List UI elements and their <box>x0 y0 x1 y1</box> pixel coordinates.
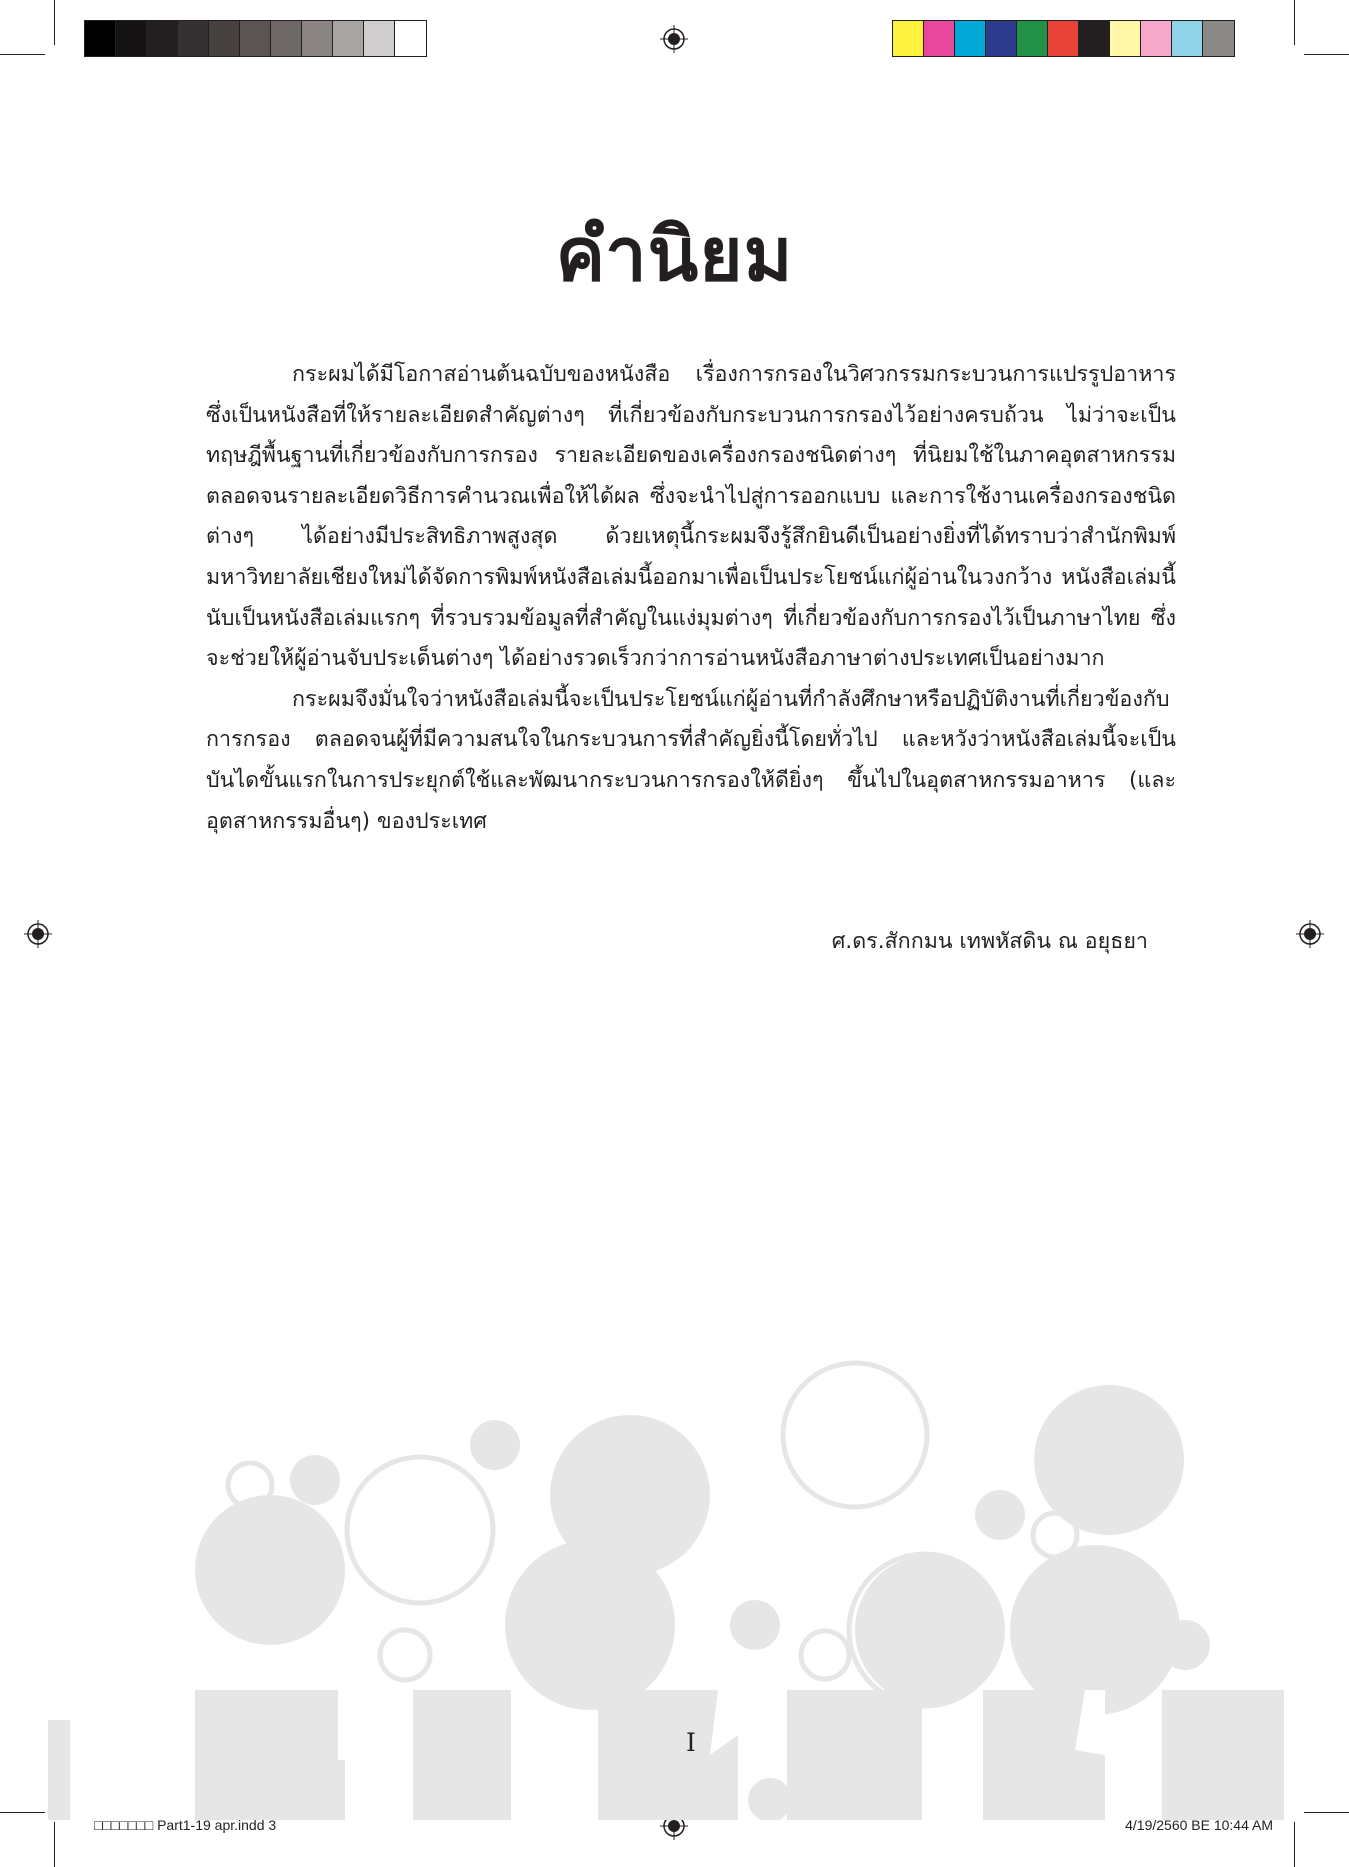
color-swatch <box>1203 21 1234 56</box>
color-swatch <box>1048 21 1079 56</box>
registration-mark-icon <box>24 920 52 948</box>
color-swatch <box>178 21 209 56</box>
color-swatch <box>364 21 395 56</box>
crop-mark <box>1294 1822 1295 1867</box>
page-title: คำนิยม <box>555 212 794 298</box>
color-swatch <box>240 21 271 56</box>
color-swatch <box>1079 21 1110 56</box>
foreword-body <box>206 355 1176 842</box>
crop-mark <box>0 54 45 55</box>
crop-mark <box>1304 54 1349 55</box>
color-swatch <box>85 21 116 56</box>
color-swatch <box>271 21 302 56</box>
paragraph: กระผมจึงมั่นใจว่าหนังสือเล่มนี้จะเป็นประโยชน์แก่ผู้อ่านที่กำลังศึกษาหรือปฏิบัติงานที่เกี่ยวข้องกับการกรอง ตลอดจนผู้ที่มีความสนใจในกระบวนการที่สำคัญยิ่งนี้โดยทั่วไป และหวังว่าหนังสือเล่มนี้จะเป็นบันไดขั้นแรกในการประยุกต์ใช้และพัฒนากระบวนการกรองให้ดียิ่งๆ ขึ้นไปในอุตสาหกรรมอาหาร (และอุตสาหกรรมอื่นๆ) ของประเทศ <box>206 686 1176 834</box>
color-swatch <box>116 21 147 56</box>
paragraph: กระผมได้มีโอกาสอ่านต้นฉบับของหนังสือ เรื่องการกรองในวิศวกรรมกระบวนการแปรรูปอาหาร ซึ่งเป็นหนังสือที่ให้รายละเอียดสำคัญต่างๆ ที่เกี่ยวข้องกับกระบวนการกรองไว้อย่างครบถ้วน ไม่ว่าจะเป็นทฤษฎีพื้นฐานที่เกี่ยวข้องกับการกรอง รายละเอียดของเครื่องกรองชนิดต่างๆ ที่นิยมใช้ในภาคอุตสาหกรรม ตลอดจนรายละเอียดวิธีการคำนวณเพื่อให้ได้ผล ซึ่งจะนำไปสู่การออกแบบ และการใช้งานเครื่องกรองชนิดต่างๆ ได้อย่างมีประสิทธิภาพสูงสุด ด้วยเหตุนี้กระผมจึงรู้สึกยินดีเป็นอย่างยิ่งที่ได้ทราบว่าสำนักพิมพ์มหาวิทยาลัยเชียงใหม่ได้จัดการพิมพ์หนังสือเล่มนี้ออกมาเพื่อเป็นประโยชน์แก่ผู้อ่านในวงกว้าง หนังสือเล่มนี้นับเป็นหนังสือเล่มแรกๆ ที่รวบรวมข้อมูลที่สำคัญในแง่มุมต่างๆ ที่เกี่ยวข้องกับการกรองไว้เป็นภาษาไทย ซึ่งจะช่วยให้ผู้อ่านจับประเด็นต่างๆ ได้อย่างรวดเร็วกว่าการอ่านหนังสือภาษาต่างประเทศเป็นอย่างมาก <box>206 362 1176 672</box>
author-signature: ศ.ดร.สักกมน เทพหัสดิน ณ อยุธยา <box>831 929 1148 954</box>
color-swatch <box>302 21 333 56</box>
crop-mark <box>54 1822 55 1867</box>
color-swatch <box>395 21 426 56</box>
grayscale-bar <box>84 20 427 57</box>
color-swatch <box>147 21 178 56</box>
color-bar <box>892 20 1235 57</box>
color-swatch <box>1110 21 1141 56</box>
color-swatch <box>893 21 924 56</box>
color-swatch <box>1141 21 1172 56</box>
color-swatch <box>209 21 240 56</box>
registration-mark-icon <box>1296 920 1324 948</box>
slug-filename: □□□□□□□ Part1-19 apr.indd 3 <box>94 1817 277 1833</box>
color-swatch <box>924 21 955 56</box>
color-swatch <box>1017 21 1048 56</box>
page-number: I <box>686 1728 696 1757</box>
color-swatch <box>955 21 986 56</box>
color-swatch <box>333 21 364 56</box>
registration-mark-icon <box>660 25 688 53</box>
crop-mark <box>1294 0 1295 45</box>
slug-timestamp: 4/19/2560 BE 10:44 AM <box>1125 1817 1273 1833</box>
color-swatch <box>1172 21 1203 56</box>
crop-mark <box>54 0 55 45</box>
color-swatch <box>986 21 1017 56</box>
